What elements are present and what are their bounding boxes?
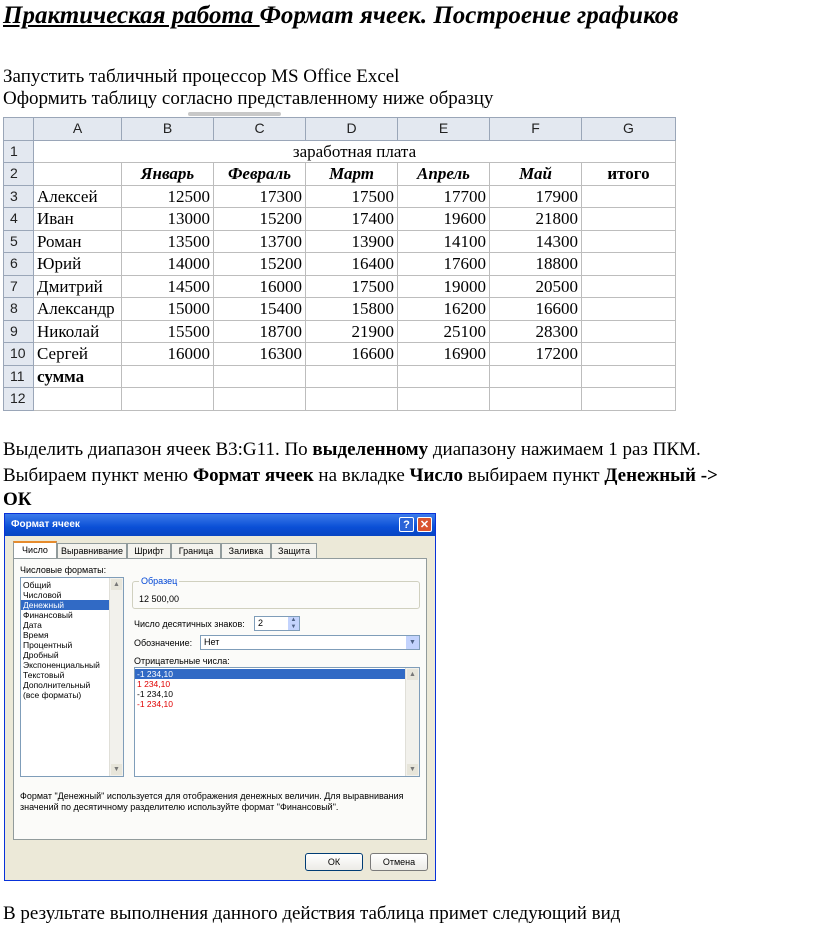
value-cell[interactable]: 16000	[214, 275, 306, 298]
table-row	[4, 275, 676, 298]
tab-border[interactable]: Граница	[171, 543, 221, 558]
intro-line-2: Оформить таблицу согласно представленному ниже образцу	[3, 88, 494, 109]
help-button[interactable]: ?	[399, 517, 414, 532]
month-header-cell[interactable]: Февраль	[214, 163, 306, 186]
value-cell[interactable]: 16600	[306, 343, 398, 366]
instruction-bold: Число	[409, 465, 463, 486]
format-list-item[interactable]: Дробный	[23, 650, 59, 660]
negative-format-item[interactable]: -1 234,10	[137, 699, 173, 709]
total-cell[interactable]	[582, 298, 676, 321]
sheet-scroll-mark	[188, 112, 281, 116]
value-cell[interactable]: 16000	[122, 343, 214, 366]
total-cell[interactable]	[582, 208, 676, 231]
sum-cell[interactable]	[122, 365, 214, 388]
row-header[interactable]: 10	[4, 343, 34, 366]
format-list-item[interactable]: Финансовый	[23, 610, 73, 620]
total-cell[interactable]	[582, 320, 676, 343]
name-cell[interactable]: Дмитрий	[34, 275, 122, 298]
instruction-text: Выбираем пункт меню	[3, 465, 193, 486]
instruction-line-1	[3, 439, 701, 461]
column-header-G[interactable]: G	[582, 118, 676, 141]
name-cell[interactable]: Иван	[34, 208, 122, 231]
format-list-item[interactable]: Дополнительный	[23, 680, 91, 690]
merged-title-cell[interactable]: заработная плата	[34, 140, 676, 163]
value-cell[interactable]: 15200	[214, 253, 306, 276]
decimals-value: 2	[258, 618, 264, 628]
column-header-row	[4, 118, 676, 141]
column-header-A[interactable]: A	[34, 118, 122, 141]
value-cell[interactable]: 17500	[306, 275, 398, 298]
month-header-cell[interactable]: Май	[490, 163, 582, 186]
value-cell[interactable]: 14000	[122, 253, 214, 276]
decimals-label: Число десятичных знаков:	[134, 619, 245, 629]
scroll-up-icon[interactable]: ▲	[407, 669, 418, 680]
value-cell[interactable]: 16400	[306, 253, 398, 276]
value-cell[interactable]: 16600	[490, 298, 582, 321]
value-cell[interactable]: 21900	[306, 320, 398, 343]
cell[interactable]	[214, 388, 306, 411]
dialog-titlebar	[5, 514, 435, 536]
value-cell[interactable]: 18700	[214, 320, 306, 343]
value-cell[interactable]: 16300	[214, 343, 306, 366]
instruction-bold: Денежный ->	[604, 465, 718, 486]
table-row	[4, 253, 676, 276]
total-cell[interactable]	[582, 343, 676, 366]
table-row	[4, 230, 676, 253]
format-list-item[interactable]: (все форматы)	[23, 690, 82, 700]
name-cell[interactable]: Юрий	[34, 253, 122, 276]
scroll-up-icon[interactable]: ▲	[111, 579, 122, 590]
sample-label: Образец	[141, 576, 178, 586]
cell[interactable]	[306, 388, 398, 411]
value-cell[interactable]: 15500	[122, 320, 214, 343]
select-all-corner[interactable]	[4, 118, 34, 141]
scroll-down-icon[interactable]: ▼	[111, 764, 122, 775]
tab-protection[interactable]: Защита	[271, 543, 317, 558]
value-cell[interactable]: 20500	[490, 275, 582, 298]
formats-list[interactable]	[20, 577, 124, 777]
row-header[interactable]: 4	[4, 208, 34, 231]
month-header-cell[interactable]: Март	[306, 163, 398, 186]
month-header-cell[interactable]: итого	[582, 163, 676, 186]
symbol-label: Обозначение:	[134, 638, 193, 648]
value-cell[interactable]: 13700	[214, 230, 306, 253]
chevron-down-icon[interactable]: ▼	[406, 636, 419, 649]
scroll-down-icon[interactable]: ▼	[407, 764, 418, 775]
total-cell[interactable]	[582, 253, 676, 276]
instruction-line-2	[3, 465, 718, 487]
instruction-line-3: ОК	[3, 489, 32, 510]
value-cell[interactable]: 15800	[306, 298, 398, 321]
description-line-2: значений по десятичному разделителю используйте формат "Финансовый".	[20, 802, 339, 812]
value-cell[interactable]: 17500	[306, 185, 398, 208]
formats-label: Числовые форматы:	[20, 565, 107, 575]
name-cell[interactable]: Николай	[34, 320, 122, 343]
tab-alignment[interactable]: Выравнивание	[57, 543, 127, 558]
column-header-D[interactable]: D	[306, 118, 398, 141]
value-cell[interactable]: 16200	[398, 298, 490, 321]
formats-scrollbar[interactable]	[109, 578, 123, 776]
value-cell[interactable]: 17300	[214, 185, 306, 208]
row-header[interactable]: 8	[4, 298, 34, 321]
row-header[interactable]: 11	[4, 365, 34, 388]
spreadsheet	[3, 117, 675, 417]
tab-fill[interactable]: Заливка	[221, 543, 271, 558]
negative-format-item[interactable]: 1 234,10	[137, 679, 171, 689]
number-tab-panel	[13, 558, 427, 840]
table-row	[4, 185, 676, 208]
total-cell[interactable]	[582, 275, 676, 298]
value-cell[interactable]: 17600	[398, 253, 490, 276]
value-cell[interactable]: 28300	[490, 320, 582, 343]
table-row	[4, 320, 676, 343]
column-header-F[interactable]: F	[490, 118, 582, 141]
row-header[interactable]: 3	[4, 185, 34, 208]
ok-button[interactable]: ОК	[305, 853, 363, 871]
negative-format-item[interactable]: -1 234,10	[135, 669, 419, 679]
description-line-1: Формат "Денежный" используется для отображения денежных величин. Для выравнивания	[20, 791, 404, 801]
month-header-cell[interactable]: Апрель	[398, 163, 490, 186]
sum-cell[interactable]	[214, 365, 306, 388]
value-cell[interactable]: 15000	[122, 298, 214, 321]
row-header[interactable]: 5	[4, 230, 34, 253]
instruction-text: на вкладке	[313, 465, 410, 486]
sum-label-cell[interactable]: сумма	[34, 365, 122, 388]
format-list-item[interactable]: Экспоненциальный	[23, 660, 100, 670]
total-cell[interactable]	[582, 230, 676, 253]
column-header-C[interactable]: C	[214, 118, 306, 141]
value-cell[interactable]: 17200	[490, 343, 582, 366]
format-cells-dialog	[4, 513, 436, 881]
decimals-spinner[interactable]	[254, 616, 300, 631]
cell[interactable]	[34, 163, 122, 186]
value-cell[interactable]: 19600	[398, 208, 490, 231]
name-cell[interactable]: Александр	[34, 298, 122, 321]
close-button[interactable]: ✕	[417, 517, 432, 532]
value-cell[interactable]: 16900	[398, 343, 490, 366]
sample-group	[132, 576, 420, 609]
value-cell[interactable]: 14300	[490, 230, 582, 253]
value-cell[interactable]: 17900	[490, 185, 582, 208]
cell[interactable]	[122, 388, 214, 411]
format-list-item[interactable]: Дата	[23, 620, 42, 630]
sum-cell[interactable]	[398, 365, 490, 388]
value-cell[interactable]: 17400	[306, 208, 398, 231]
title-rest: Формат ячеек. Построение графиков	[259, 2, 679, 29]
value-cell[interactable]: 15200	[214, 208, 306, 231]
value-cell[interactable]: 13900	[306, 230, 398, 253]
table-row	[4, 140, 676, 163]
sample-value: 12 500,00	[139, 594, 180, 604]
format-list-item[interactable]: Текстовый	[23, 670, 65, 680]
cell[interactable]	[398, 388, 490, 411]
name-cell[interactable]: Роман	[34, 230, 122, 253]
tab-font[interactable]: Шрифт	[127, 543, 171, 558]
value-cell[interactable]: 17700	[398, 185, 490, 208]
value-cell[interactable]: 15400	[214, 298, 306, 321]
cancel-button[interactable]: Отмена	[370, 853, 428, 871]
instruction-bold: Формат ячеек	[192, 465, 314, 486]
sum-cell[interactable]	[306, 365, 398, 388]
instruction-text: Выделить диапазон ячеек В3:G11. По	[3, 439, 313, 460]
instruction-text: выбираем пункт	[462, 465, 605, 486]
value-cell[interactable]: 19000	[398, 275, 490, 298]
value-cell[interactable]: 12500	[122, 185, 214, 208]
symbol-select[interactable]	[200, 635, 420, 650]
table-row	[4, 163, 676, 186]
row-header[interactable]: 12	[4, 388, 34, 411]
row-header[interactable]: 6	[4, 253, 34, 276]
title-underlined: Практическая работа	[3, 2, 260, 29]
format-list-item[interactable]: Денежный	[21, 600, 123, 610]
negative-label: Отрицательные числа:	[134, 656, 230, 666]
symbol-value: Нет	[204, 637, 220, 647]
format-list-item[interactable]: Время	[23, 630, 49, 640]
value-cell[interactable]: 18800	[490, 253, 582, 276]
sum-cell[interactable]	[490, 365, 582, 388]
name-cell[interactable]: Алексей	[34, 185, 122, 208]
format-list-item[interactable]: Процентный	[23, 640, 73, 650]
negative-numbers-list[interactable]	[134, 667, 420, 777]
instruction-bold: выделенному	[312, 439, 429, 460]
negative-scrollbar[interactable]	[405, 668, 419, 776]
intro-line-1: Запустить табличный процессор MS Office Excel	[3, 66, 400, 87]
cell[interactable]	[582, 388, 676, 411]
row-header[interactable]: 7	[4, 275, 34, 298]
value-cell[interactable]: 25100	[398, 320, 490, 343]
format-list-item[interactable]: Числовой	[23, 590, 62, 600]
value-cell[interactable]: 21800	[490, 208, 582, 231]
row-header[interactable]: 1	[4, 140, 34, 163]
table-row	[4, 343, 676, 366]
column-header-E[interactable]: E	[398, 118, 490, 141]
format-list-item[interactable]: Общий	[23, 580, 51, 590]
column-header-B[interactable]: B	[122, 118, 214, 141]
value-cell[interactable]: 14100	[398, 230, 490, 253]
table-row	[4, 365, 676, 388]
cell[interactable]	[34, 388, 122, 411]
tab-number[interactable]: Число	[13, 541, 57, 560]
spin-arrows-icon[interactable]: ▲ ▼	[288, 617, 299, 630]
value-cell[interactable]: 13000	[122, 208, 214, 231]
value-cell[interactable]: 13500	[122, 230, 214, 253]
dialog-title: Формат ячеек	[11, 519, 80, 530]
sum-cell[interactable]	[582, 365, 676, 388]
value-cell[interactable]: 14500	[122, 275, 214, 298]
name-cell[interactable]: Сергей	[34, 343, 122, 366]
result-text: В результате выполнения данного действия таблица примет следующий вид	[3, 903, 621, 924]
table-row	[4, 298, 676, 321]
table-row	[4, 388, 676, 411]
row-header[interactable]: 2	[4, 163, 34, 186]
instruction-text: диапазону нажимаем 1 раз ПКМ.	[428, 439, 701, 460]
cell[interactable]	[490, 388, 582, 411]
table-row	[4, 208, 676, 231]
negative-format-item[interactable]: -1 234,10	[137, 689, 173, 699]
total-cell[interactable]	[582, 185, 676, 208]
row-header[interactable]: 9	[4, 320, 34, 343]
month-header-cell[interactable]: Январь	[122, 163, 214, 186]
page-title	[3, 2, 678, 30]
